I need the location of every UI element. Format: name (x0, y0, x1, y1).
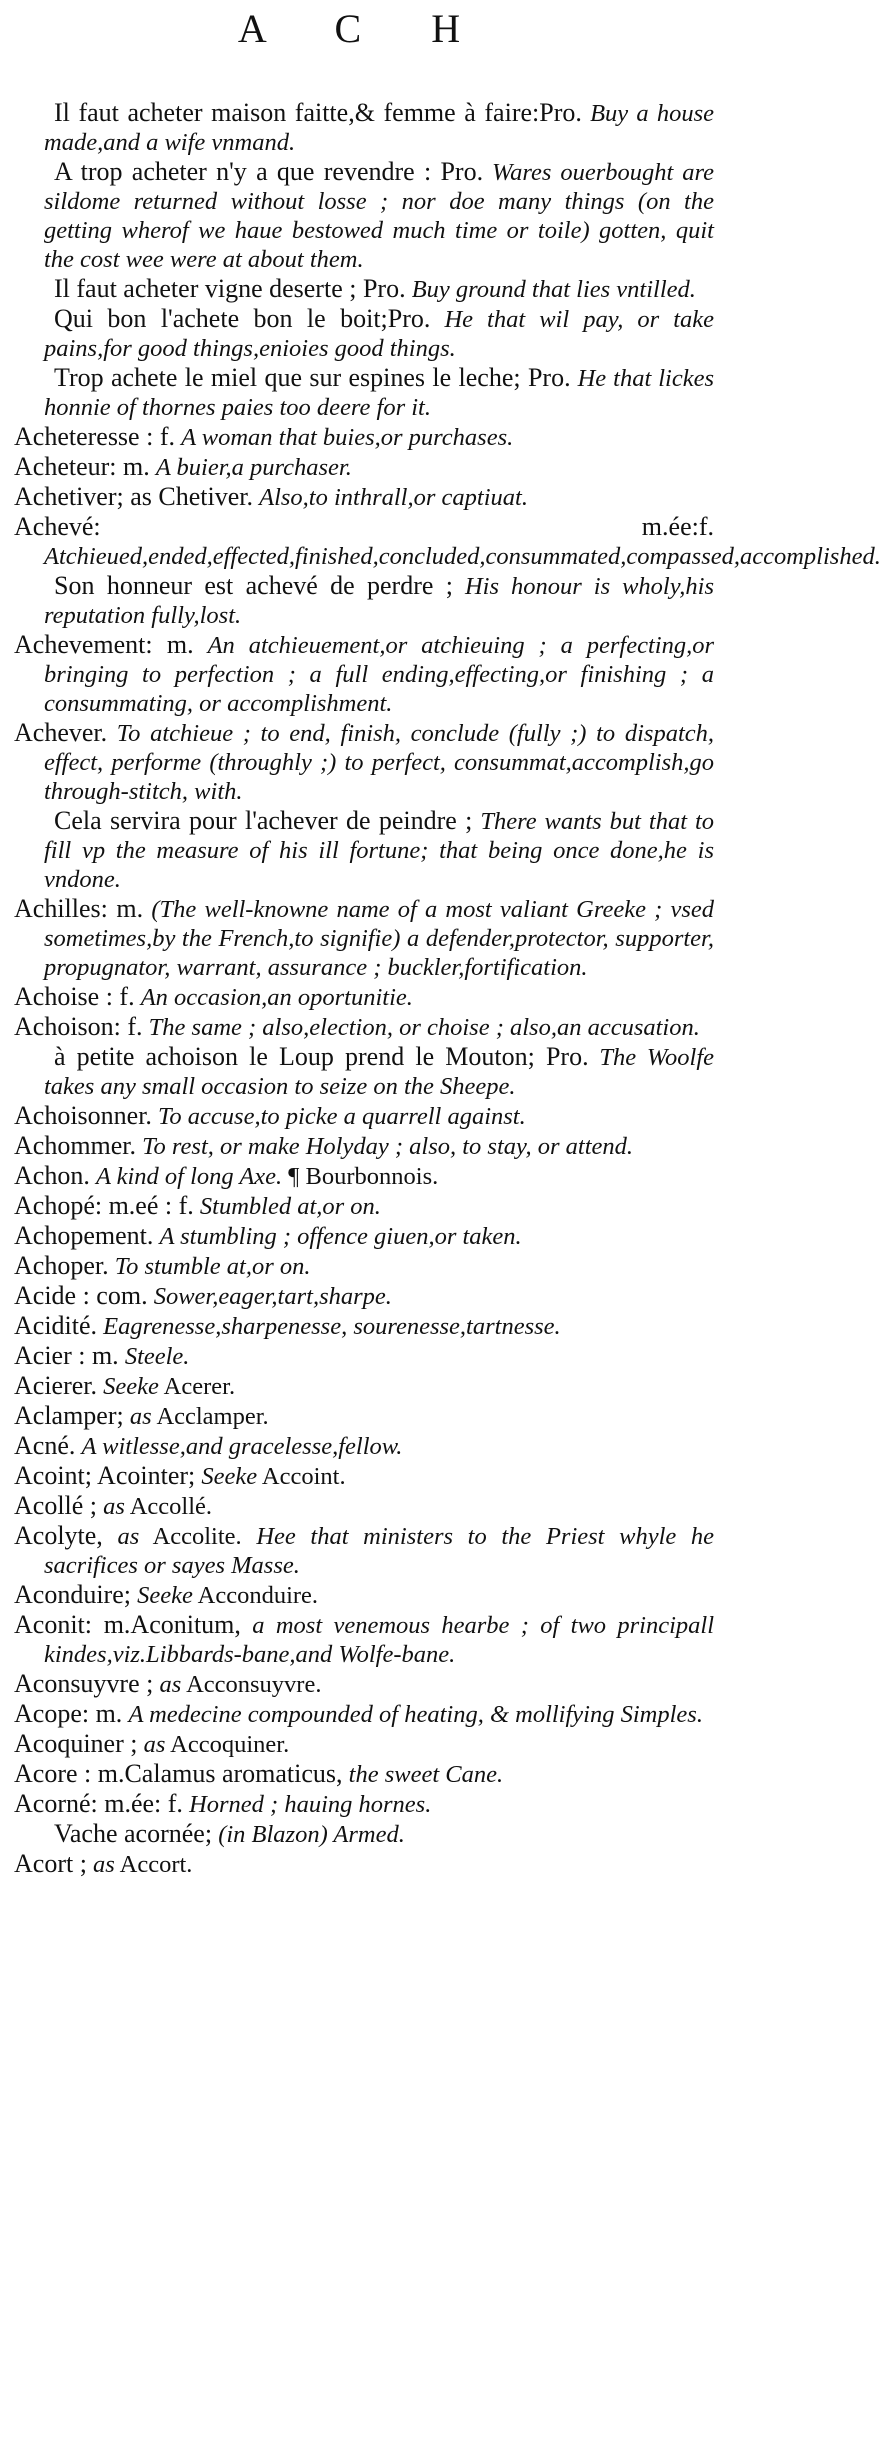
dictionary-entry (14, 482, 714, 512)
entry-headword: Acierer. (14, 1371, 98, 1400)
entry-headword: Achoison: f. (14, 1012, 143, 1041)
entry-reference: Acclamper. (156, 1403, 269, 1430)
entry-headword: Aconit: m.Aconitum, (14, 1610, 241, 1639)
dictionary-entry (14, 894, 714, 982)
entry-translation: the sweet Cane. (348, 1761, 504, 1788)
dictionary-entry (14, 1431, 714, 1461)
entry-translation: An occasion,an oportunitie. (140, 984, 413, 1011)
entry-translation: Stumbled at,or on. (199, 1193, 381, 1220)
entry-translation: To accuse,to picke a quarrell against. (158, 1103, 526, 1130)
entry-translation: Seeke (201, 1463, 258, 1490)
entry-reference: Accoint. (261, 1463, 346, 1490)
entry-headword: Aclamper; (14, 1401, 124, 1430)
entry-translation: The Woolfe takes any small occasion to seize on the Sheepe. (44, 1044, 714, 1100)
dictionary-entry (14, 1461, 714, 1491)
entry-translation: A woman that buies,or purchases. (181, 424, 514, 451)
entry-headword: Achon. (14, 1161, 90, 1190)
entry-reference: ¶ Bourbonnois. (288, 1163, 439, 1190)
entry-reference: Accolite. (152, 1523, 242, 1550)
dictionary-entry (14, 1491, 714, 1521)
entry-headword: Achopé: m.eé : f. (14, 1191, 194, 1220)
entry-reference: Accollé. (129, 1493, 213, 1520)
entry-translation: There wants but that to fill vp the measure of his ill fortune; that being once done,he is vndone. (44, 808, 715, 893)
entry-translation: Also,to inthrall,or captiuat. (259, 484, 528, 511)
sub-entry (14, 1819, 714, 1849)
entry-reference: Acconsuyvre. (186, 1671, 322, 1698)
dictionary-entry (14, 982, 714, 1012)
entry-translation: An atchieuement,or atchieuing ; a perfecting,or bringing to perfection ; a full ending,effecting,or finishing ; a consummating, or accomplishment. (44, 632, 714, 717)
dictionary-entry (14, 452, 714, 482)
entry-headword: Achilles: m. (14, 894, 144, 923)
dictionary-entry (14, 1221, 714, 1251)
entry-translation: Horned ; hauing hornes. (189, 1791, 432, 1818)
entry-reference: Accort. (119, 1851, 193, 1878)
entry-headword: Acidité. (14, 1311, 98, 1340)
entry-translation: He that wil pay, or take pains,for good things,enioies good things. (44, 306, 715, 362)
entry-translation: Buy a house made,and a wife vnmand. (44, 100, 715, 156)
entry-reference: Acconduire. (197, 1582, 319, 1609)
entry-translation: To atchieue ; to end, finish, conclude (fully ;) to dispatch, effect, performe (throughly ;) to perfect, consummat,accomplish,go through-stitch, with. (44, 720, 714, 805)
entry-headword: Acollé ; (14, 1491, 98, 1520)
entry-translation: (in Blazon) Armed. (218, 1821, 405, 1848)
dictionary-entry (14, 1729, 714, 1759)
entry-headword: Aconsuyvre ; (14, 1669, 154, 1698)
sub-entry (14, 157, 714, 274)
entry-translation: as (129, 1403, 152, 1430)
entry-headword: Achoise : f. (14, 982, 135, 1011)
entry-translation: A kind of long Axe. (95, 1163, 283, 1190)
entry-headword: Acier : m. (14, 1341, 119, 1370)
entry-translation: His honour is wholy,his reputation fully,lost. (44, 573, 714, 629)
dictionary-entry (14, 1849, 714, 1879)
entry-headword: Acorné: m.ée: f. (14, 1789, 183, 1818)
dictionary-entry (14, 1191, 714, 1221)
dictionary-entry (14, 1131, 714, 1161)
dictionary-entry (14, 1161, 714, 1191)
entry-translation: Atchieued,ended,effected,finished,concluded,consummated,compassed,accomplished. (44, 543, 881, 570)
entry-translation: A stumbling ; offence giuen,or taken. (159, 1223, 522, 1250)
entry-headword: Acore : m.Calamus aromaticus, (14, 1759, 343, 1788)
entry-translation: He that lickes honnie of thornes paies too deere for it. (44, 365, 715, 421)
dictionary-entry (14, 1281, 714, 1311)
entry-translation: as (93, 1851, 115, 1878)
entry-translation: as (103, 1493, 125, 1520)
entry-headword: Achoisonner. (14, 1101, 152, 1130)
entry-headword: Vache acornée; (54, 1819, 213, 1848)
dictionary-entry (14, 1699, 714, 1729)
dictionary-entry (14, 1789, 714, 1819)
sub-entry (14, 1042, 714, 1101)
entry-translation: To rest, or make Holyday ; also, to stay, or attend. (142, 1133, 634, 1160)
dictionary-entry (14, 1610, 714, 1669)
entry-translation: Seeke (103, 1373, 159, 1400)
entry-headword: Achopement. (14, 1221, 154, 1250)
entry-headword: Acheteresse : f. (14, 422, 175, 451)
entry-headword: Acide : com. (14, 1281, 148, 1310)
entry-headword: Il faut acheter vigne deserte ; Pro. (54, 274, 406, 303)
dictionary-entry (14, 1341, 714, 1371)
dictionary-entry (14, 1101, 714, 1131)
entry-translation: (The well-knowne name of a most valiant Greeke ; vsed sometimes,by the French,to signifie) a defender,protector, supporter, propugnator, warrant, assurance ; buckler,fortification. (44, 896, 715, 981)
entry-translation: Sower,eager,tart,sharpe. (153, 1283, 392, 1310)
sub-entry (14, 571, 714, 630)
entry-translation: Steele. (124, 1343, 190, 1370)
dictionary-entry (14, 512, 881, 571)
entry-headword: Achevement: m. (14, 630, 194, 659)
entry-headword: Achommer. (14, 1131, 137, 1160)
entry-translation: To stumble at,or on. (114, 1253, 311, 1280)
entry-translation: A medecine compounded of heating, & mollifying Simples. (128, 1701, 703, 1728)
entry-headword: Cela servira pour l'achever de peindre ; (54, 806, 473, 835)
dictionary-entry (14, 1580, 714, 1610)
entry-headword: Acoquiner ; (14, 1729, 138, 1758)
dictionary-entry (14, 1012, 714, 1042)
dictionary-entry (14, 1401, 714, 1431)
dictionary-entry (14, 1371, 714, 1401)
dictionary-entry (14, 630, 714, 718)
entry-reference: Accoquiner. (170, 1731, 290, 1758)
dictionary-entry (14, 1251, 714, 1281)
entry-translation: as (159, 1671, 182, 1698)
entry-translation: A buier,a purchaser. (155, 454, 352, 481)
entry-headword: Son honneur est achevé de perdre ; (54, 571, 453, 600)
entry-headword: Trop achete le miel que sur espines le leche; Pro. (54, 363, 571, 392)
sub-entry (14, 98, 714, 157)
entry-headword: Aconduire; (14, 1580, 131, 1609)
dictionary-entry (14, 1521, 714, 1580)
entry-list (14, 98, 881, 1879)
dictionary-entry (14, 1669, 714, 1699)
entry-headword: Acoint; Acointer; (14, 1461, 196, 1490)
dictionary-entry (14, 422, 714, 452)
entry-headword: Achevé: m.ée:f. (14, 512, 714, 541)
entry-translation: as (117, 1523, 140, 1550)
entry-translation: Seeke (137, 1582, 193, 1609)
entry-headword: Acheteur: m. (14, 452, 150, 481)
sub-entry (14, 806, 714, 894)
page-header: A C H (237, 6, 491, 51)
entry-translation: a most venemous hearbe ; of two principall kindes,viz.Libbards-bane,and Wolfe-bane. (44, 1612, 715, 1668)
entry-headword: A trop acheter n'y a que revendre : Pro. (54, 157, 484, 186)
sub-entry (14, 363, 714, 422)
entry-headword: Il faut acheter maison faitte,& femme à faire:Pro. (54, 98, 582, 127)
entry-headword: Achever. (14, 718, 108, 747)
sub-entry (14, 274, 714, 304)
entry-translation: Wares ouerbought are sildome returned without losse ; nor doe many things (on the getting wherof we haue bestowed much time or toile) gotten, quit the cost wee were at about them. (44, 159, 714, 273)
dictionary-entry (14, 718, 714, 806)
entry-headword: Acort ; (14, 1849, 87, 1878)
entry-translation: as (143, 1731, 166, 1758)
entry-translation: Buy ground that lies vntilled. (411, 276, 696, 303)
entry-headword: Acné. (14, 1431, 76, 1460)
sub-entry (14, 304, 714, 363)
entry-headword: Achoper. (14, 1251, 109, 1280)
entry-translation-extra: Hee that ministers to the Priest whyle he sacrifices or sayes Masse. (44, 1523, 715, 1579)
entry-translation: The same ; also,election, or choise ; also,an accusation. (148, 1014, 700, 1041)
entry-translation: Eagrenesse,sharpenesse, sourenesse,tartnesse. (103, 1313, 561, 1340)
entry-reference: Acerer. (163, 1373, 236, 1400)
entry-headword: à petite achoison le Loup prend le Mouton; Pro. (54, 1042, 589, 1071)
entry-translation: A witlesse,and gracelesse,fellow. (81, 1433, 403, 1460)
entry-headword: Achetiver; as Chetiver. (14, 482, 253, 511)
entry-headword: Acolyte, (14, 1521, 103, 1550)
entry-headword: Qui bon l'achete bon le boit;Pro. (54, 304, 431, 333)
entry-headword: Acope: m. (14, 1699, 123, 1728)
dictionary-entry (14, 1759, 714, 1789)
dictionary-entry (14, 1311, 714, 1341)
